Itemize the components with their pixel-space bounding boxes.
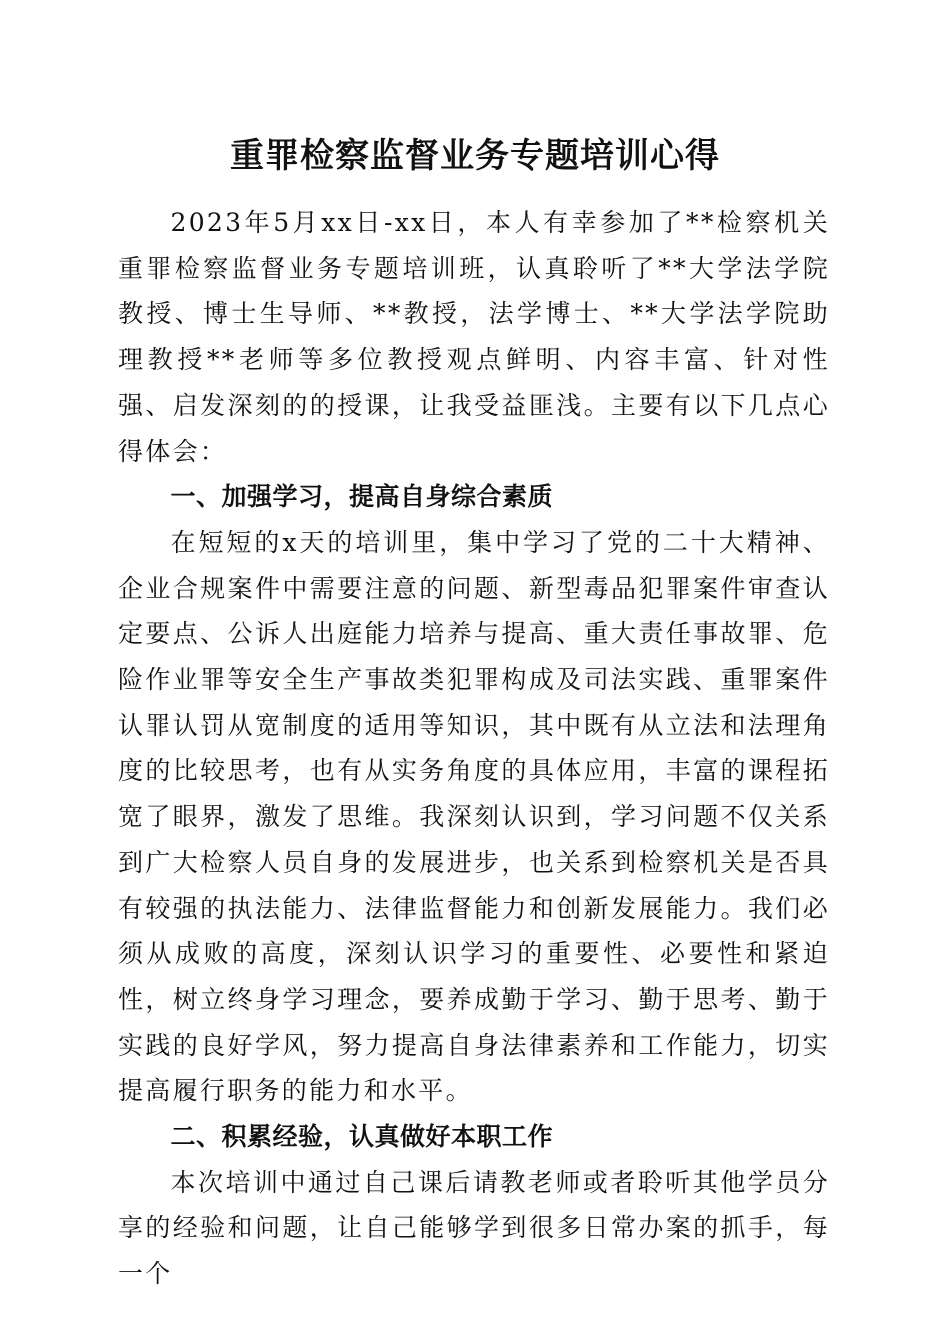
intro-paragraph: 2023年5月xx日-xx日，本人有幸参加了**检察机关重罪检察监督业务专题培训班，认真聆听了**大学法学院教授、博士生导师、**教授，法学博士、**大学法学院助理教授**老师等多位教授观点鲜明、内容丰富、针对性强、启发深刻的的授课，让我受益匪浅。主要有以下几点心得体会： bbox=[118, 208, 830, 466]
section-1-heading: 一、加强学习，提高自身综合素质 bbox=[170, 482, 554, 512]
section-2-heading: 二、积累经验，认真做好本职工作 bbox=[170, 1122, 554, 1152]
document-title: 重罪检察监督业务专题培训心得 bbox=[230, 136, 720, 176]
document-body bbox=[118, 200, 830, 1297]
section-1-paragraph: 在短短的x天的培训里，集中学习了党的二十大精神、企业合规案件中需要注意的问题、新型毒品犯罪案件审查认定要点、公诉人出庭能力培养与提高、重大责任事故罪、危险作业罪等安全生产事故类犯罪构成及司法实践、重罪案件认罪认罚从宽制度的适用等知识，其中既有从立法和法理角度的比较思考，也有从实务角度的具体应用，丰富的课程拓宽了眼界，激发了思维。我深刻认识到，学习问题不仅关系到广大检察人员自身的发展进步，也关系到检察机关是否具有较强的执法能力、法律监督能力和创新发展能力。我们必须从成败的高度，深刻认识学习的重要性、必要性和紧迫性，树立终身学习理念，要养成勤于学习、勤于思考、勤于实践的良好学风，努力提高自身法律素养和工作能力，切实提高履行职务的能力和水平。 bbox=[118, 527, 830, 1106]
section-2-paragraph: 本次培训中通过自己课后请教老师或者聆听其他学员分享的经验和问题，让自己能够学到很多日常办案的抓手，每一个 bbox=[118, 1167, 830, 1289]
